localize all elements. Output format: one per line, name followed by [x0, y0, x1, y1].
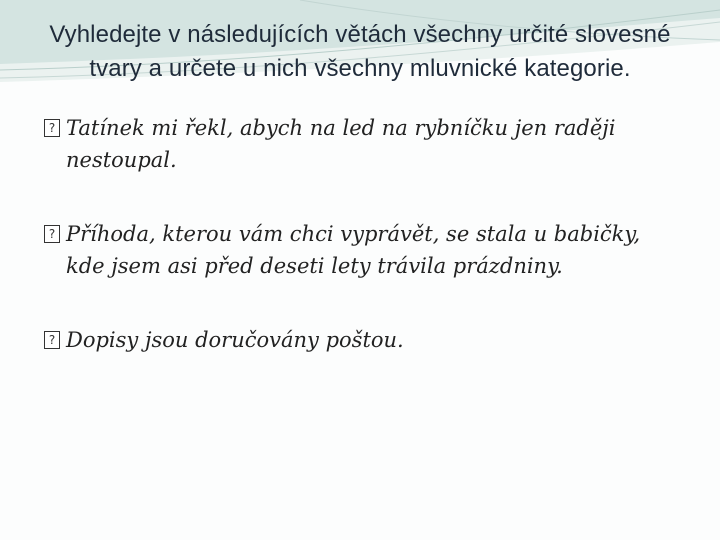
missing-glyph-icon: ? — [44, 225, 60, 243]
slide-title-line-1: Vyhledejte v následujících větách všechny určité slovesné — [49, 21, 671, 48]
bullet-3-line-1: Dopisy jsou doručovány poštou. — [66, 328, 404, 352]
bullet-1-line-1: Tatínek mi řekl, abych na led na rybníčku jen raději — [66, 116, 616, 140]
slide-title — [0, 18, 720, 86]
bullet-2-line-1: Příhoda, kterou vám chci vyprávět, se stala u babičky, — [66, 222, 641, 246]
bullet-1-line-2: nestoupal. — [66, 148, 177, 172]
missing-glyph-icon: ? — [44, 331, 60, 349]
bullet-list — [44, 112, 694, 398]
bullet-item-2 — [44, 218, 694, 282]
slide-title-line-2: tvary a určete u nich všechny mluvnické kategorie. — [89, 55, 631, 82]
bullet-item-1 — [44, 112, 694, 176]
bullet-2-line-2: kde jsem asi před deseti lety trávila prázdniny. — [66, 254, 563, 278]
missing-glyph-icon: ? — [44, 119, 60, 137]
bullet-item-3 — [44, 324, 694, 356]
